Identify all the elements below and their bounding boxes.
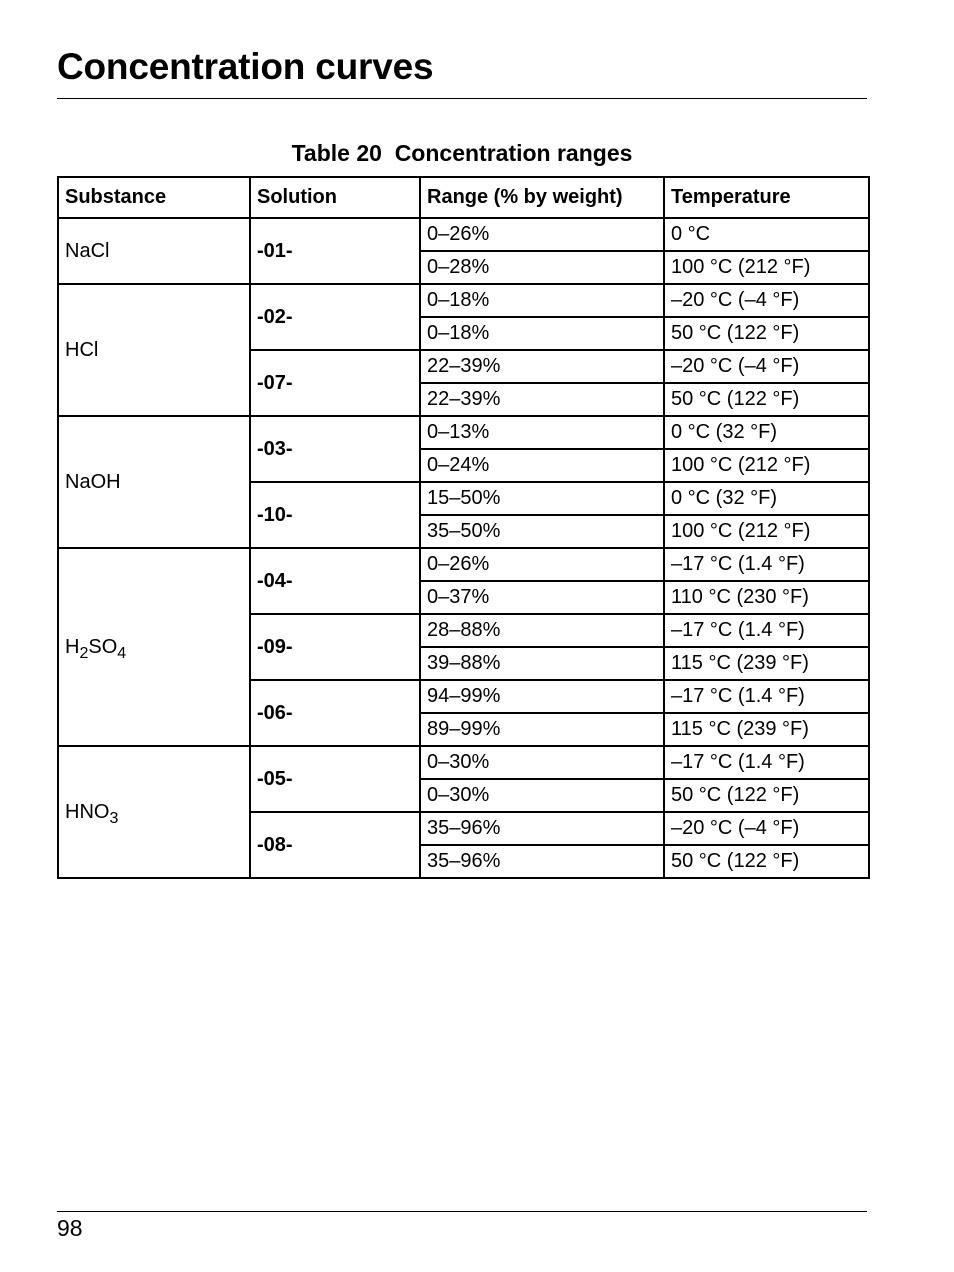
temperature-cell: 110 °C (230 °F) bbox=[664, 581, 869, 614]
substance-text: HNO bbox=[65, 800, 110, 823]
range-cell: 89–99% bbox=[420, 713, 664, 746]
temperature-cell: 100 °C (212 °F) bbox=[664, 251, 869, 284]
range-cell: 94–99% bbox=[420, 680, 664, 713]
range-cell: 35–50% bbox=[420, 515, 664, 548]
page-number: 98 bbox=[57, 1215, 83, 1241]
range-cell: 0–24% bbox=[420, 449, 664, 482]
temperature-cell: 50 °C (122 °F) bbox=[664, 317, 869, 350]
substance-text: NaOH bbox=[65, 470, 121, 493]
temperature-cell: –20 °C (–4 °F) bbox=[664, 350, 869, 383]
solution-cell: -10- bbox=[250, 482, 420, 548]
substance-cell bbox=[58, 284, 250, 416]
substance-cell bbox=[58, 218, 250, 284]
substance-cell bbox=[58, 746, 250, 878]
temperature-cell: 100 °C (212 °F) bbox=[664, 449, 869, 482]
substance-text: NaCl bbox=[65, 239, 110, 262]
table-caption: Table 20 Concentration ranges bbox=[291, 140, 633, 166]
substance-subscript: 4 bbox=[117, 644, 127, 662]
solution-cell: -06- bbox=[250, 680, 420, 746]
footer-divider bbox=[57, 1211, 867, 1212]
range-cell: 35–96% bbox=[420, 812, 664, 845]
temperature-cell: –17 °C (1.4 °F) bbox=[664, 614, 869, 647]
temperature-cell: 0 °C bbox=[664, 218, 869, 251]
substance-cell bbox=[58, 416, 250, 548]
temperature-cell: –17 °C (1.4 °F) bbox=[664, 680, 869, 713]
temperature-cell: 115 °C (239 °F) bbox=[664, 647, 869, 680]
temperature-cell: 50 °C (122 °F) bbox=[664, 779, 869, 812]
range-cell: 0–26% bbox=[420, 218, 664, 251]
temperature-cell: 115 °C (239 °F) bbox=[664, 713, 869, 746]
title-divider bbox=[57, 98, 867, 99]
header-range: Range (% by weight) bbox=[420, 177, 664, 218]
range-cell: 0–28% bbox=[420, 251, 664, 284]
table-body bbox=[58, 218, 869, 878]
substance-text: SO bbox=[88, 635, 118, 658]
temperature-cell: 0 °C (32 °F) bbox=[664, 416, 869, 449]
solution-cell: -07- bbox=[250, 350, 420, 416]
table-row bbox=[58, 746, 869, 779]
solution-cell: -08- bbox=[250, 812, 420, 878]
range-cell: 0–37% bbox=[420, 581, 664, 614]
temperature-cell: 0 °C (32 °F) bbox=[664, 482, 869, 515]
substance-text: HCl bbox=[65, 338, 99, 361]
temperature-cell: 100 °C (212 °F) bbox=[664, 515, 869, 548]
range-cell: 0–30% bbox=[420, 779, 664, 812]
range-cell: 0–13% bbox=[420, 416, 664, 449]
range-cell: 22–39% bbox=[420, 383, 664, 416]
range-cell: 0–18% bbox=[420, 317, 664, 350]
temperature-cell: –17 °C (1.4 °F) bbox=[664, 548, 869, 581]
table-row bbox=[58, 218, 869, 251]
solution-cell: -01- bbox=[250, 218, 420, 284]
page-title: Concentration curves bbox=[57, 46, 434, 87]
solution-cell: -03- bbox=[250, 416, 420, 482]
substance-subscript: 3 bbox=[109, 809, 119, 827]
table-row bbox=[58, 548, 869, 581]
solution-cell: -04- bbox=[250, 548, 420, 614]
temperature-cell: –20 °C (–4 °F) bbox=[664, 284, 869, 317]
solution-cell: -05- bbox=[250, 746, 420, 812]
temperature-cell: –20 °C (–4 °F) bbox=[664, 812, 869, 845]
table-header-row bbox=[58, 177, 869, 218]
range-cell: 39–88% bbox=[420, 647, 664, 680]
range-cell: 35–96% bbox=[420, 845, 664, 878]
table-row bbox=[58, 416, 869, 449]
solution-cell: -09- bbox=[250, 614, 420, 680]
range-cell: 22–39% bbox=[420, 350, 664, 383]
temperature-cell: 50 °C (122 °F) bbox=[664, 383, 869, 416]
header-temperature: Temperature bbox=[664, 177, 869, 218]
range-cell: 28–88% bbox=[420, 614, 664, 647]
substance-cell bbox=[58, 548, 250, 746]
header-solution: Solution bbox=[250, 177, 420, 218]
header-substance: Substance bbox=[58, 177, 250, 218]
temperature-cell: 50 °C (122 °F) bbox=[664, 845, 869, 878]
substance-subscript: 2 bbox=[79, 644, 89, 662]
range-cell: 15–50% bbox=[420, 482, 664, 515]
solution-cell: -02- bbox=[250, 284, 420, 350]
range-cell: 0–30% bbox=[420, 746, 664, 779]
concentration-ranges-table bbox=[57, 176, 870, 879]
range-cell: 0–26% bbox=[420, 548, 664, 581]
table-row bbox=[58, 284, 869, 317]
substance-text: H bbox=[65, 635, 80, 658]
range-cell: 0–18% bbox=[420, 284, 664, 317]
temperature-cell: –17 °C (1.4 °F) bbox=[664, 746, 869, 779]
